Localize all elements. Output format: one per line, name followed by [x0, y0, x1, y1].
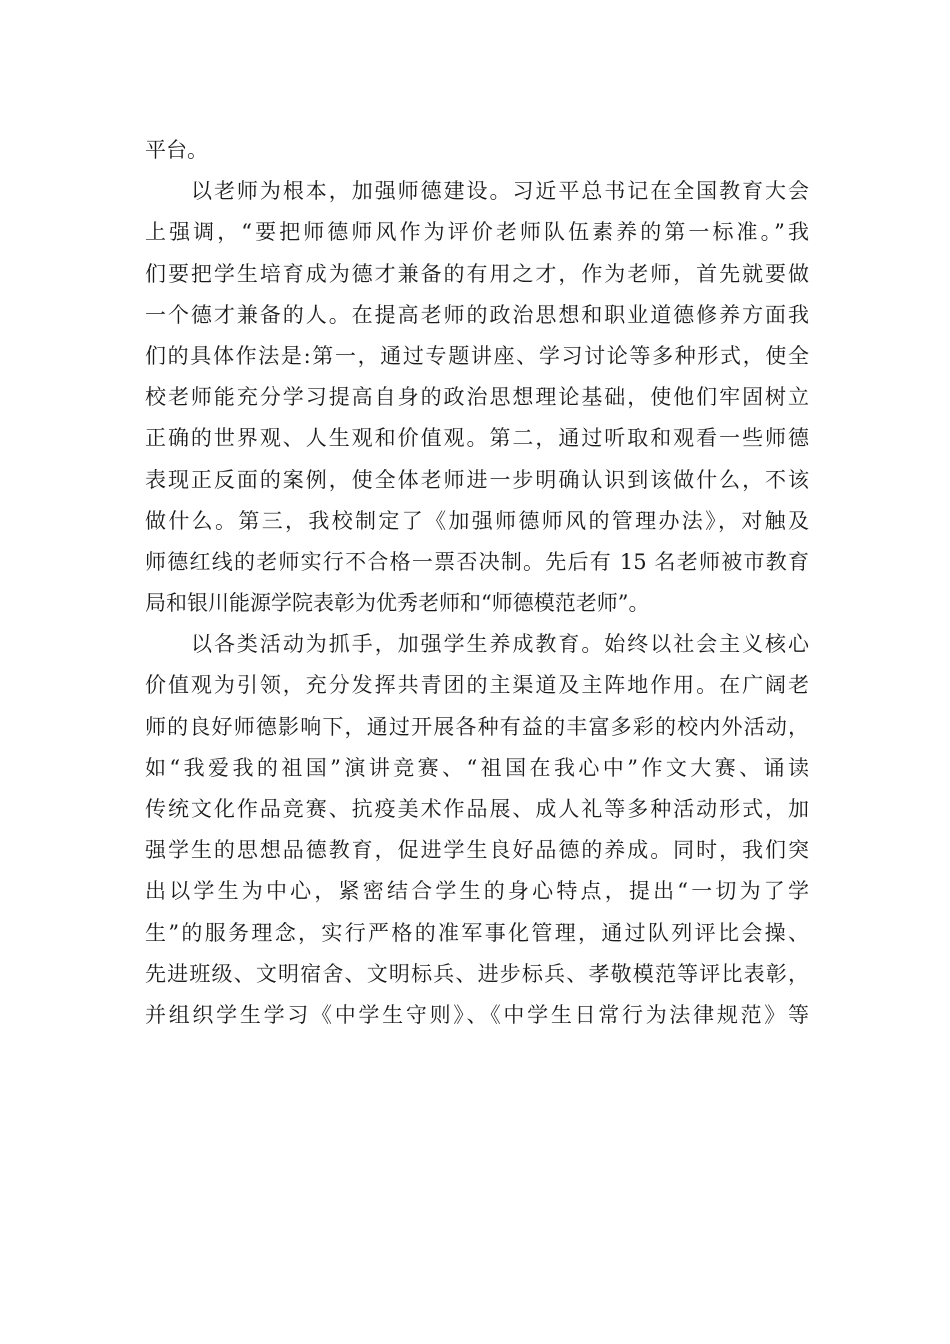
text-line: 平台。 — [145, 138, 208, 162]
text-line: 师德红线的老师实行不合格一票否决制。先后有 15 名老师被市教育 — [145, 549, 809, 574]
text-line: 局和银川能源学院表彰为优秀老师和“师德模范老师”。 — [145, 591, 650, 616]
text-line: 一个德才兼备的人。在提高老师的政治思想和职业道德修养方面我 — [145, 302, 809, 327]
text-line: 出以学生为中心，紧密结合学生的身心特点，提出“一切为了学 — [145, 879, 809, 904]
text-line: 表现正反面的案例，使全体老师进一步明确认识到该做什么，不该 — [145, 467, 809, 492]
text-line: 生”的服务理念，实行严格的准军事化管理，通过队列评比会操、 — [145, 920, 809, 945]
text-line: 们要把学生培育成为德才兼备的有用之才，作为老师，首先就要做 — [145, 261, 809, 286]
text-line: 做什么。第三，我校制定了《加强师德师风的管理办法》，对触及 — [145, 508, 809, 533]
document-body — [145, 130, 809, 1036]
paragraph-first-line: 以老师为根本，加强师德建设。习近平总书记在全国教育大会 — [191, 179, 809, 204]
text-line: 校老师能充分学习提高自身的政治思想理论基础，使他们牢固树立 — [145, 385, 809, 410]
paragraph-first-line: 以各类活动为抓手，加强学生养成教育。始终以社会主义核心 — [191, 632, 809, 657]
text-line: 先进班级、文明宿舍、文明标兵、进步标兵、孝敬模范等评比表彰， — [145, 961, 809, 986]
text-line: 价值观为引领，充分发挥共青团的主渠道及主阵地作用。在广阔老 — [145, 673, 809, 698]
text-line: 们的具体作法是:第一，通过专题讲座、学习讨论等多种形式，使全 — [145, 343, 809, 368]
text-line: 强学生的思想品德教育，促进学生良好品德的养成。同时，我们突 — [145, 838, 809, 863]
text-line: 传统文化作品竞赛、抗疫美术作品展、成人礼等多种活动形式，加 — [145, 797, 809, 821]
text-line: 正确的世界观、人生观和价值观。第二，通过听取和观看一些师德 — [145, 426, 809, 451]
text-line: 师的良好师德影响下，通过开展各种有益的丰富多彩的校内外活动， — [145, 714, 809, 739]
text-line: 上强调，“要把师德师风作为评价老师队伍素养的第一标准。”我 — [145, 220, 809, 245]
text-line: 如“我爱我的祖国”演讲竞赛、“祖国在我心中”作文大赛、诵读 — [145, 755, 809, 780]
text-line: 并组织学生学习《中学生守则》、《中学生日常行为法律规范》等 — [145, 1002, 809, 1027]
